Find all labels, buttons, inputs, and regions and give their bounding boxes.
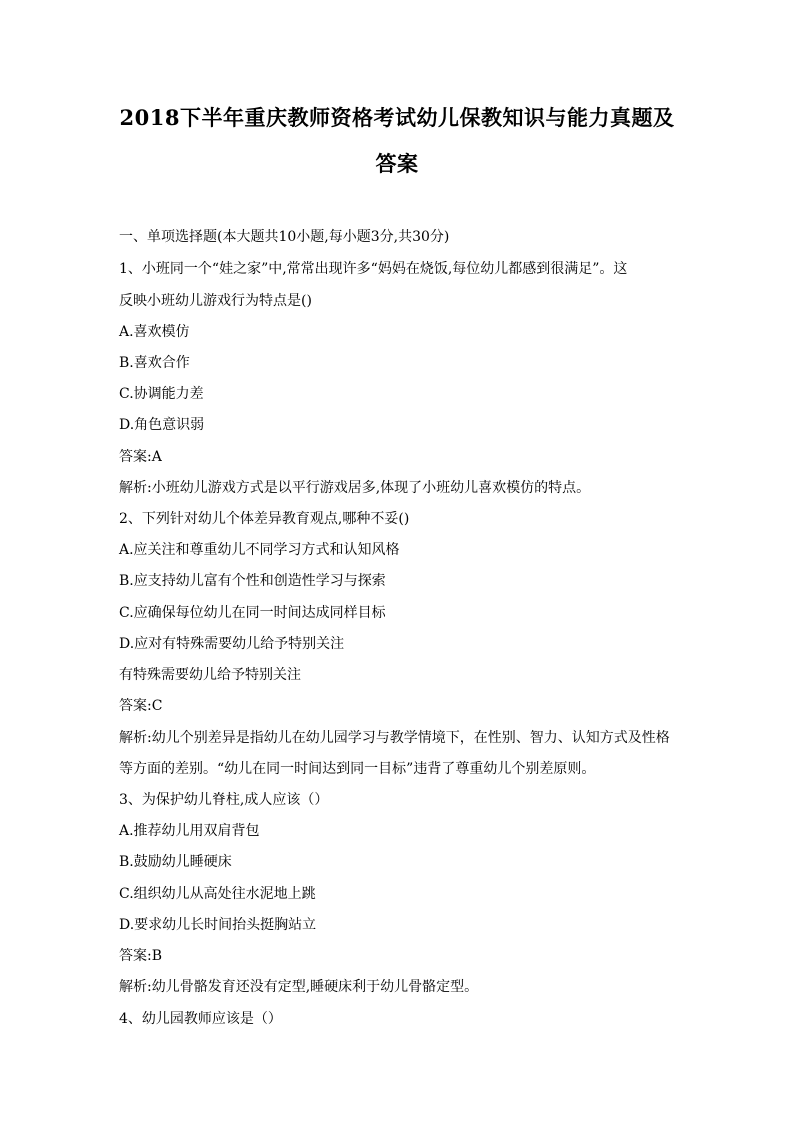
question-2-stem: 2、下列针对幼儿个体差异教育观点,哪种不妥(): [119, 511, 410, 527]
question-1-option-a: A.喜欢模仿: [119, 324, 190, 340]
question-1-answer: 答案:A: [119, 449, 162, 465]
question-2-option-c: C.应确保每位幼儿在同一时间达成同样目标: [119, 605, 386, 621]
question-2-extra-line: 有特殊需要幼儿给予特别关注: [119, 667, 301, 683]
question-3-option-a: A.推荐幼儿用双肩背包: [119, 823, 260, 839]
question-1-option-d: D.角色意识弱: [119, 417, 205, 433]
question-2-option-a: A.应关注和尊重幼儿不同学习方式和认知风格: [119, 542, 400, 558]
question-2-option-b: B.应支持幼儿富有个性和创造性学习与探索: [119, 573, 386, 589]
document-title-line-2: 答案: [375, 151, 419, 176]
question-3-option-d: D.要求幼儿长时间抬头挺胸站立: [119, 917, 317, 933]
question-1-stem: 1、小班同一个“娃之家”中,常常出现许多“妈妈在烧饭,每位幼儿都感到很满足”。这: [119, 261, 628, 277]
question-2-option-d: D.应对有特殊需要幼儿给予特别关注: [119, 636, 345, 652]
question-2-analysis-cont: 等方面的差别。“幼儿在同一时间达到同一目标”违背了尊重幼儿个别差原则。: [119, 761, 596, 777]
question-3-answer: 答案:B: [119, 948, 163, 964]
question-3-option-c: C.组织幼儿从高处往水泥地上跳: [119, 886, 316, 902]
question-1-option-c: C.协调能力差: [119, 386, 204, 402]
document-title-line-1: 2018下半年重庆教师资格考试幼儿保教知识与能力真题及: [119, 105, 675, 130]
question-3-option-b: B.鼓励幼儿睡硬床: [119, 854, 232, 870]
question-3-stem: 3、为保护幼儿脊柱,成人应该（）: [119, 792, 329, 808]
question-1-option-b: B.喜欢合作: [119, 355, 190, 371]
question-1-stem-cont: 反映小班幼儿游戏行为特点是(): [119, 293, 312, 309]
question-2-answer: 答案:C: [119, 698, 163, 714]
question-1-analysis: 解析:小班幼儿游戏方式是以平行游戏居多,体现了小班幼儿喜欢模仿的特点。: [119, 480, 591, 496]
question-2-analysis: 解析:幼儿个别差异是指幼儿在幼儿园学习与教学情境下，在性别、智力、认知方式及性格: [119, 730, 670, 746]
section-heading: 一、单项选择题(本大题共10小题,每小题3分,共30分): [119, 229, 450, 245]
question-3-analysis: 解析:幼儿骨骼发育还没有定型,睡硬床利于幼儿骨骼定型。: [119, 979, 479, 995]
question-4-stem: 4、幼儿园教师应该是（）: [119, 1011, 282, 1027]
